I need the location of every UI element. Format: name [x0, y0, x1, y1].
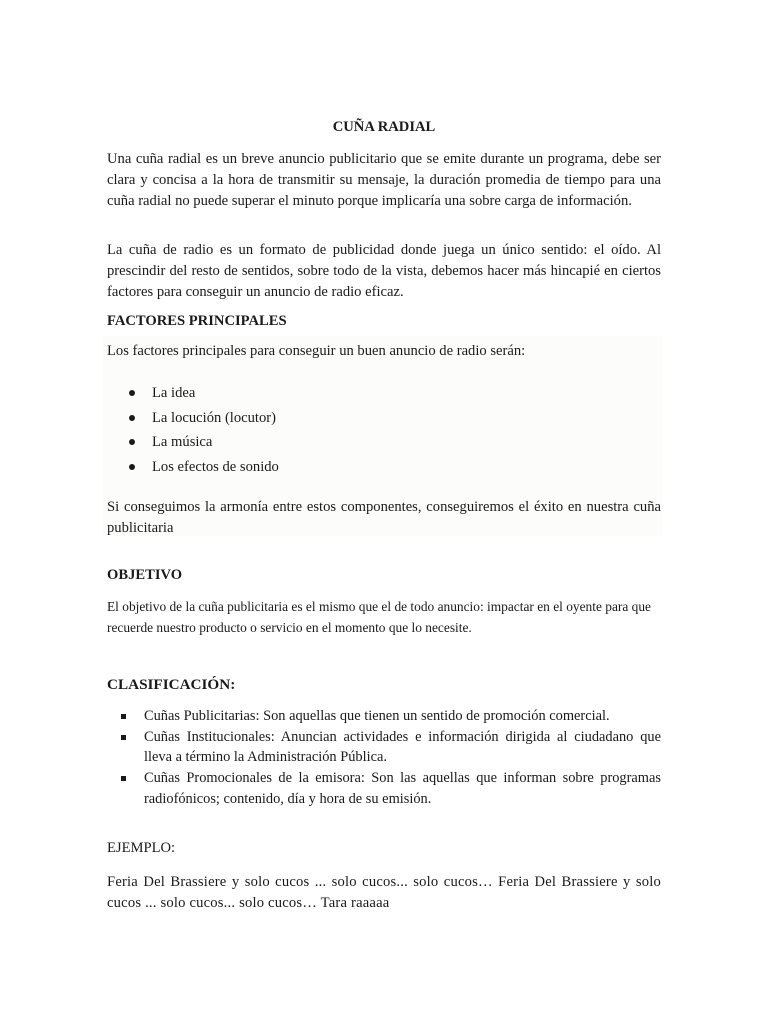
factor-item: La locución (locutor) [107, 406, 661, 431]
factores-list [107, 381, 661, 479]
ejemplo-heading: EJEMPLO: [107, 840, 176, 856]
clasificacion-item: Cuñas Institucionales: Anuncian actividades e información dirigida al ciudadano que lleva a término la Administración Pública. [107, 727, 661, 768]
objetivo-text: El objetivo de la cuña publicitaria es el mismo que el de todo anuncio: impactar en el oyente para que recuerde nuestro producto o servicio en el momento que lo necesite. [107, 599, 651, 635]
factores-lead: Los factores principales para conseguir un buen anuncio de radio serán: [107, 343, 526, 359]
factor-item: La idea [107, 381, 661, 406]
document-title: CUÑA RADIAL [332, 119, 436, 135]
objetivo-heading: OBJETIVO [107, 567, 183, 583]
clasificacion-item: Cuñas Publicitarias: Son aquellas que tienen un sentido de promoción comercial. [107, 706, 661, 727]
factor-item: La música [107, 430, 661, 455]
clasificacion-heading: CLASIFICACIÓN: [107, 676, 236, 693]
intro-paragraph-1: Una cuña radial es un breve anuncio publicitario que se emite durante un programa, debe ser clara y concisa a la hora de transmitir su mensaje, la duración promedia de tiempo para una cuña radial no puede superar el minuto porque implicaría una sobre carga de información. [107, 151, 661, 209]
ejemplo-text: Feria Del Brassiere y solo cucos ... solo cucos... solo cucos… Feria Del Brassiere y solo cucos ... solo cucos... solo cucos… Tara raaaaa [107, 874, 661, 911]
factores-heading: FACTORES PRINCIPALES [107, 313, 287, 329]
intro-paragraph-2: La cuña de radio es un formato de publicidad donde juega un único sentido: el oído. Al prescindir del resto de sentidos, sobre todo de la vista, debemos hacer más hincapié en ciertos factores para conseguir un anuncio de radio eficaz. [107, 242, 661, 300]
factor-item: Los efectos de sonido [107, 455, 661, 480]
clasificacion-item: Cuñas Promocionales de la emisora: Son las aquellas que informan sobre programas radiofónicos; contenido, día y hora de su emisión. [107, 768, 661, 809]
clasificacion-list [107, 706, 661, 810]
factores-closing: Si conseguimos la armonía entre estos componentes, conseguiremos el éxito en nuestra cuña publicitaria [107, 499, 661, 536]
